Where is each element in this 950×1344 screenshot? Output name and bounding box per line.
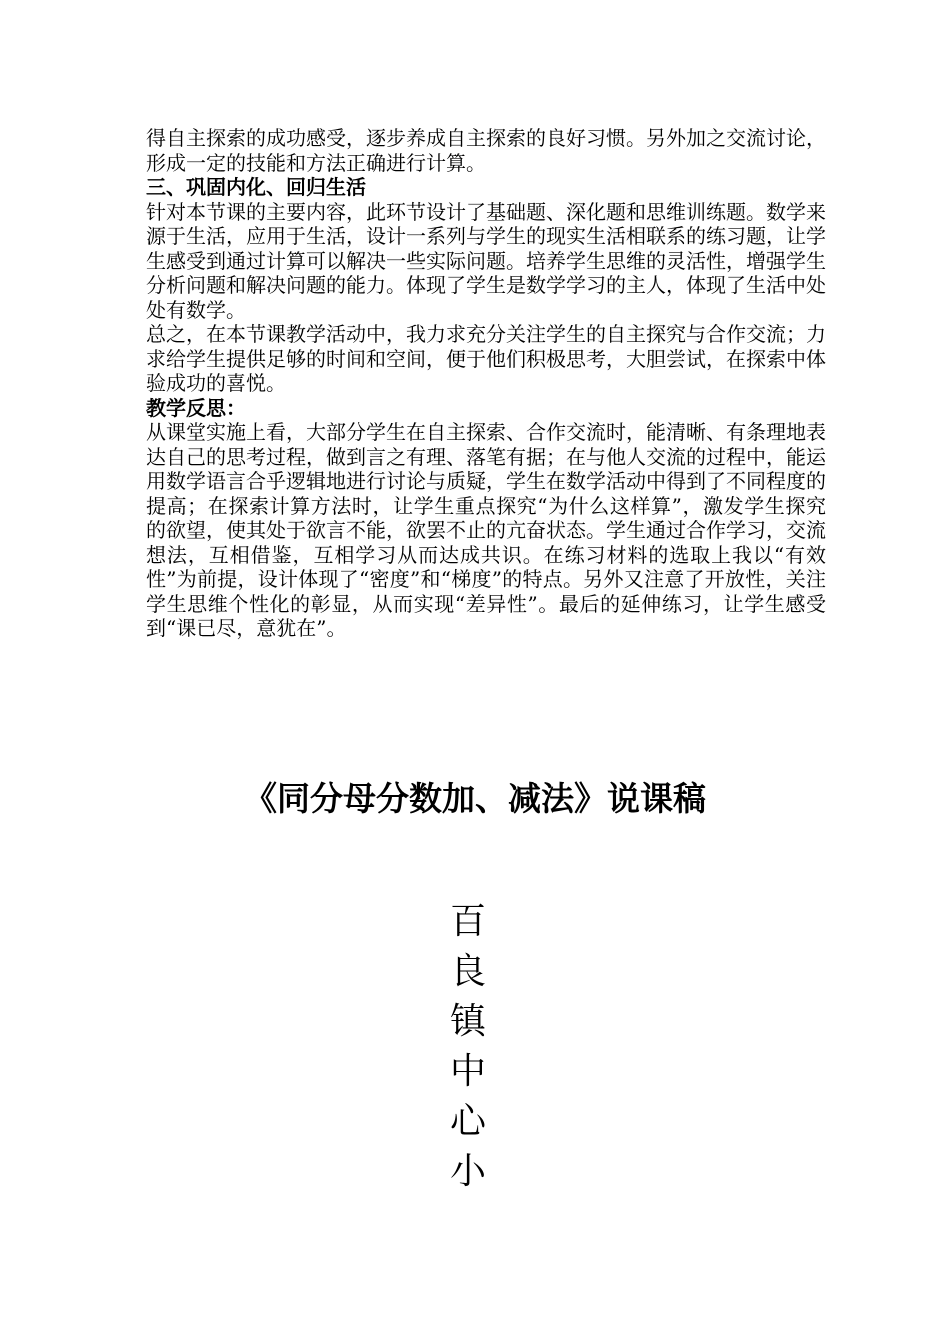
vertical-char: 小 (449, 1151, 486, 1192)
document-title: 《同分母分数加、减法》说课稿 (244, 779, 706, 818)
paragraph-3: 总之，在本节课教学活动中，我力求充分关注学生的自主探究与合作交流；力求给学生提供足够的时间和空间，便于他们积极思考，大胆尝试，在探索中体验成功的喜悦。 (146, 322, 826, 395)
vertical-char: 镇 (449, 1001, 486, 1042)
section-heading-consolidate: 三、巩固内化、回归生活 (146, 175, 366, 199)
paragraph-1: 得自主探索的成功感受，逐步养成自主探索的良好习惯。另外加之交流讨论，形成一定的技能和方法正确进行计算。 (146, 126, 826, 175)
section-heading-reflection: 教学反思： (146, 395, 246, 420)
vertical-char: 中 (449, 1051, 486, 1092)
vertical-school-name (440, 897, 496, 1197)
body-text (146, 126, 826, 641)
paragraph-2: 针对本节课的主要内容，此环节设计了基础题、深化题和思维训练题。数学来源于生活，应用于生活，设计一系列与学生的现实生活相联系的练习题，让学生感受到通过计算可以解决一些实际问题。培养学生思维的灵活性，增强学生分析问题和解决问题的能力。体现了学生是数学学习的主人，体现了生活中处处有数学。 (146, 199, 826, 322)
vertical-char: 百 (449, 901, 486, 942)
vertical-char: 心 (449, 1101, 486, 1142)
vertical-char: 良 (449, 951, 486, 992)
paragraph-4: 从课堂实施上看，大部分学生在自主探索、合作交流时，能清晰、有条理地表达自己的思考过程，做到言之有理、落笔有据；在与他人交流的过程中，能运用数学语言合乎逻辑地进行讨论与质疑，学生在数学活动中得到了不同程度的提高；在探索计算方法时，让学生重点探究“为什么这样算”，激发学生探究的欲望，使其处于欲言不能，欲罢不止的亢奋状态。学生通过合作学习，交流想法，互相借鉴，互相学习从而达成共识。在练习材料的选取上我以“有效性”为前提，设计体现了“密度”和“梯度”的特点。另外又注意了开放性，关注学生思维个性化的彰显，从而实现“差异性”。最后的延伸练习，让学生感受到“课已尽，意犹在”。 (146, 420, 826, 640)
